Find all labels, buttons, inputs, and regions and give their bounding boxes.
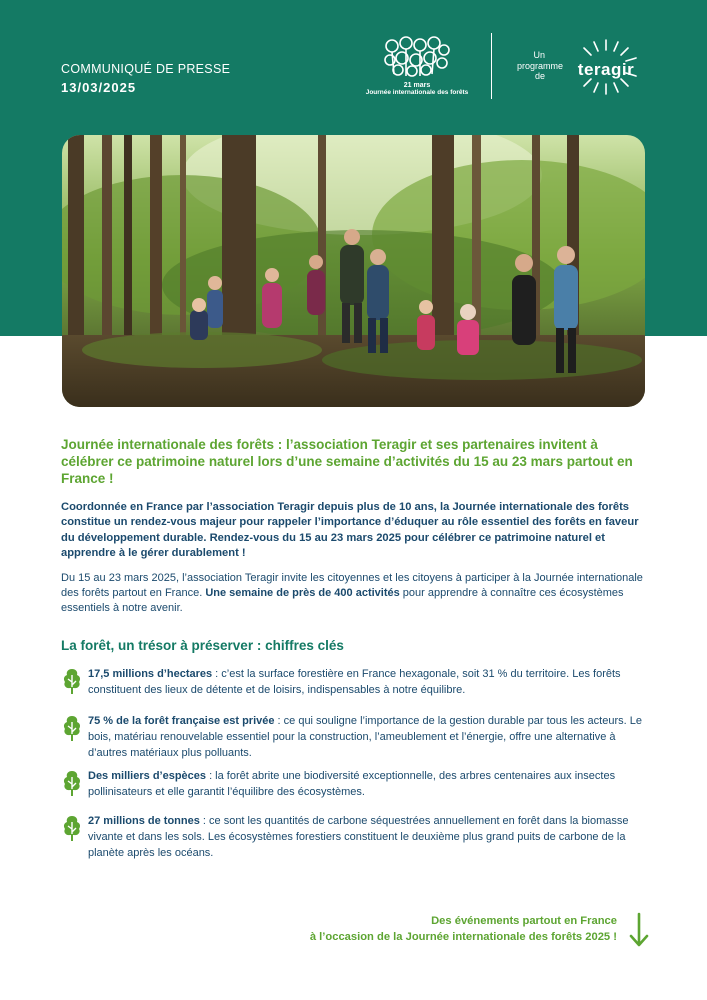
logo-divider: [491, 33, 492, 99]
forest-photo: [62, 135, 645, 407]
fact-text: [88, 814, 653, 861]
teragir-logo: [566, 38, 646, 96]
press-release-date: 13/03/2025: [61, 80, 137, 95]
fact-text: [88, 714, 653, 761]
intro-text-1: Du 15 au 23 mars 2025, l’association Teragir invite les citoyennes et les citoyens à participer à la Journée internationale des forêts partout en France.: [61, 572, 643, 600]
footer-line-1: Des événements partout en France: [431, 915, 617, 927]
section-title: La forêt, un trésor à préserver : chiffres clés: [61, 638, 344, 653]
fact-highlight: Des milliers d’espèces: [88, 770, 207, 782]
fact-highlight: 27 millions de tonnes: [88, 815, 200, 827]
program-label: [503, 50, 563, 82]
teragir-wordmark: teragir: [577, 60, 635, 79]
fact-detail: : ce qui souligne l’importance de la gestion durable par tous les acteurs. Le bois, matériau renouvelable essentiel pour la construction, l’ameublement et l’énergie, offre une alternative à d’autres matériaux plus polluants.: [88, 715, 642, 759]
footer-line-2: à l’occasion de la Journée internationale des forêts 2025 !: [309, 930, 617, 943]
tree-icon: [61, 714, 83, 742]
program-line-1: Un: [533, 50, 545, 60]
fact-highlight: 17,5 millions d’hectares: [88, 668, 213, 680]
intro-text-2: pour apprendre à connaître ces écosystèmes essentiels à notre avenir.: [61, 587, 624, 615]
headline: Journée internationale des forêts : l’association Teragir et ses partenaires invitent à célébrer ce patrimoine naturel lors d’une semaine d’activités du 15 au 23 mars partout en France !: [61, 437, 633, 486]
footer-callout: [310, 914, 617, 945]
lead-paragraph: Coordonnée en France par l’association Teragir depuis plus de 10 ans, la Journée internationale des forêts constitue un rendez-vous majeur pour rappeler l’importance d’éduquer au rôle essentiel des forêts en faveur du développement durable. Rendez-vous du 15 au 23 mars 2025 pour célébrer ce patrimoine naturel et apprendre à le gérer durablement !: [61, 501, 639, 559]
fact-detail: : la forêt abrite une biodiversité exceptionnelle, des arbres centenaires aux insectes pollinisateurs et elle garantit l’équilibre des écosystèmes.: [88, 770, 616, 798]
tree-icon: [61, 769, 83, 797]
fact-detail: : ce sont les quantités de carbone séquestrées annuellement en forêt dans la biomasse vivante et dans les sols. Les écosystèmes forestiers constituent le deuxième plus grand puits de carbone de la planète après les océans.: [88, 815, 629, 859]
event-logo: [352, 36, 482, 96]
tree-icon: [61, 667, 83, 695]
tree-icon: [61, 814, 83, 842]
event-logo-name: Journée internationale des forêts: [365, 89, 469, 96]
fact-text: [88, 667, 653, 699]
program-line-2: programme: [516, 60, 563, 71]
intro-paragraph: [61, 571, 651, 617]
intro-highlight: Une semaine de près de 400 activités: [205, 587, 400, 600]
trees-logo-icon: [382, 36, 452, 80]
press-release-label: COMMUNIQUÉ DE PRESSE: [61, 62, 231, 76]
event-logo-date: 21 mars: [403, 82, 431, 89]
fact-highlight: 75 % de la forêt française est privée: [88, 715, 275, 727]
fact-detail: : c’est la surface forestière en France hexagonale, soit 31 % du territoire. Les forêts constituent des lieux de détente et de loisirs, indispensables à notre équilibre.: [88, 668, 621, 696]
arrow-down-icon: [629, 912, 649, 948]
program-line-3: de: [534, 71, 545, 81]
fact-text: [88, 769, 653, 801]
